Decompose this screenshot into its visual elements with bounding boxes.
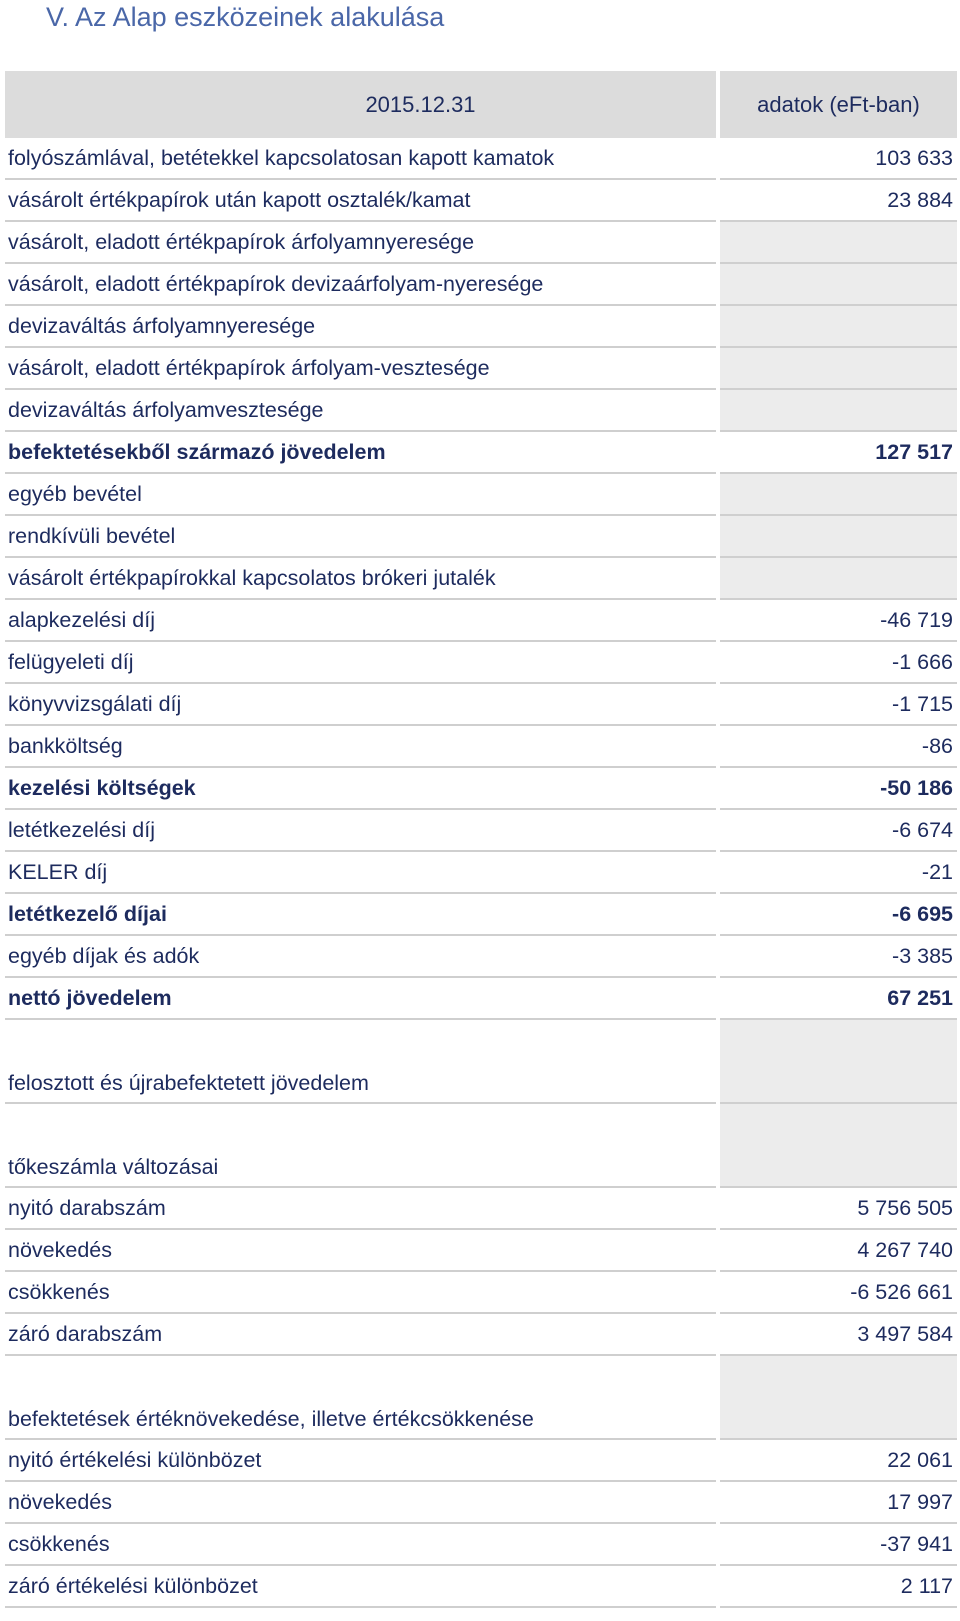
table-row (5, 852, 957, 894)
row-value: -46 719 (720, 600, 957, 642)
distributed-label: felosztott és újrabefektetett jövedelem (5, 1020, 716, 1104)
table-header (5, 71, 957, 138)
row-value (720, 222, 957, 264)
row-value (720, 558, 957, 600)
table-row (5, 726, 957, 768)
table-row (5, 264, 957, 306)
row-value: -6 695 (720, 894, 957, 936)
table-row (5, 600, 957, 642)
page-title: V. Az Alap eszközeinek alakulása (46, 2, 445, 32)
row-value: -3 385 (720, 936, 957, 978)
table-row (5, 558, 957, 600)
row-value (720, 390, 957, 432)
row-label: devizaváltás árfolyamvesztesége (5, 390, 716, 432)
table-row (5, 474, 957, 516)
row-value: -1 715 (720, 684, 957, 726)
table-row (5, 1314, 957, 1356)
table-row (5, 1566, 957, 1608)
header-unit: adatok (eFt-ban) (720, 71, 957, 138)
table-row (5, 894, 957, 936)
header-date: 2015.12.31 (5, 71, 716, 138)
table-row (5, 978, 957, 1020)
row-label: alapkezelési díj (5, 600, 716, 642)
row-label: növekedés (5, 1482, 716, 1524)
row-value: 17 997 (720, 1482, 957, 1524)
table-row (5, 810, 957, 852)
row-label: bankköltség (5, 726, 716, 768)
row-label: folyószámlával, betétekkel kapcsolatosan kapott kamatok (5, 138, 716, 180)
row-value: 4 267 740 (720, 1230, 957, 1272)
row-label: könyvvizsgálati díj (5, 684, 716, 726)
row-value: -86 (720, 726, 957, 768)
table-row (5, 768, 957, 810)
table-row (5, 642, 957, 684)
valuation-rows (5, 1440, 957, 1608)
table-row (5, 222, 957, 264)
distributed-section (5, 1020, 957, 1104)
assets-table (5, 71, 957, 1608)
table-row (5, 1482, 957, 1524)
row-label: vásárolt értékpapírokkal kapcsolatos brókeri jutalék (5, 558, 716, 600)
row-label: vásárolt, eladott értékpapírok árfolyam-vesztesége (5, 348, 716, 390)
row-value: 67 251 (720, 978, 957, 1020)
row-label: befektetésekből származó jövedelem (5, 432, 716, 474)
row-value (720, 264, 957, 306)
row-value: 3 497 584 (720, 1314, 957, 1356)
table-row (5, 1272, 957, 1314)
row-value: 103 633 (720, 138, 957, 180)
row-value: -1 666 (720, 642, 957, 684)
row-value: 5 756 505 (720, 1188, 957, 1230)
row-label: vásárolt, eladott értékpapírok árfolyamnyeresége (5, 222, 716, 264)
row-value: -6 674 (720, 810, 957, 852)
row-label: kezelési költségek (5, 768, 716, 810)
row-label: letétkezelő díjai (5, 894, 716, 936)
row-label: KELER díj (5, 852, 716, 894)
row-label: felügyeleti díj (5, 642, 716, 684)
valuation-section-header (5, 1356, 957, 1440)
distributed-value (720, 1020, 957, 1104)
table-row (5, 180, 957, 222)
table-row (5, 684, 957, 726)
table-row (5, 390, 957, 432)
row-label: rendkívüli bevétel (5, 516, 716, 558)
row-label: vásárolt, eladott értékpapírok devizaárfolyam-nyeresége (5, 264, 716, 306)
table-row (5, 936, 957, 978)
capital-section-header (5, 1104, 957, 1188)
row-value (720, 348, 957, 390)
table-row (5, 348, 957, 390)
table-row (5, 1230, 957, 1272)
row-value (720, 516, 957, 558)
valuation-value (720, 1356, 957, 1440)
row-value: 127 517 (720, 432, 957, 474)
row-value: -50 186 (720, 768, 957, 810)
row-value (720, 306, 957, 348)
row-label: egyéb díjak és adók (5, 936, 716, 978)
row-value: -21 (720, 852, 957, 894)
row-value: 23 884 (720, 180, 957, 222)
row-value: 2 117 (720, 1566, 957, 1608)
table-row (5, 138, 957, 180)
table-row (5, 306, 957, 348)
capital-rows (5, 1188, 957, 1356)
row-label: csökkenés (5, 1272, 716, 1314)
table-row (5, 1440, 957, 1482)
row-label: devizaváltás árfolyamnyeresége (5, 306, 716, 348)
table-row (5, 432, 957, 474)
row-label: záró darabszám (5, 1314, 716, 1356)
row-value: -37 941 (720, 1524, 957, 1566)
row-value: 22 061 (720, 1440, 957, 1482)
row-label: vásárolt értékpapírok után kapott osztalék/kamat (5, 180, 716, 222)
row-label: letétkezelési díj (5, 810, 716, 852)
table-row (5, 516, 957, 558)
valuation-label: befektetések értéknövekedése, illetve értékcsökkenése (5, 1356, 716, 1440)
income-rows (5, 138, 957, 1020)
row-label: csökkenés (5, 1524, 716, 1566)
row-value (720, 474, 957, 516)
row-label: nyitó értékelési különbözet (5, 1440, 716, 1482)
row-label: záró értékelési különbözet (5, 1566, 716, 1608)
row-label: nettó jövedelem (5, 978, 716, 1020)
row-label: növekedés (5, 1230, 716, 1272)
capital-label: tőkeszámla változásai (5, 1104, 716, 1188)
table-row (5, 1524, 957, 1566)
row-label: egyéb bevétel (5, 474, 716, 516)
capital-value (720, 1104, 957, 1188)
row-label: nyitó darabszám (5, 1188, 716, 1230)
table-row (5, 1188, 957, 1230)
row-value: -6 526 661 (720, 1272, 957, 1314)
